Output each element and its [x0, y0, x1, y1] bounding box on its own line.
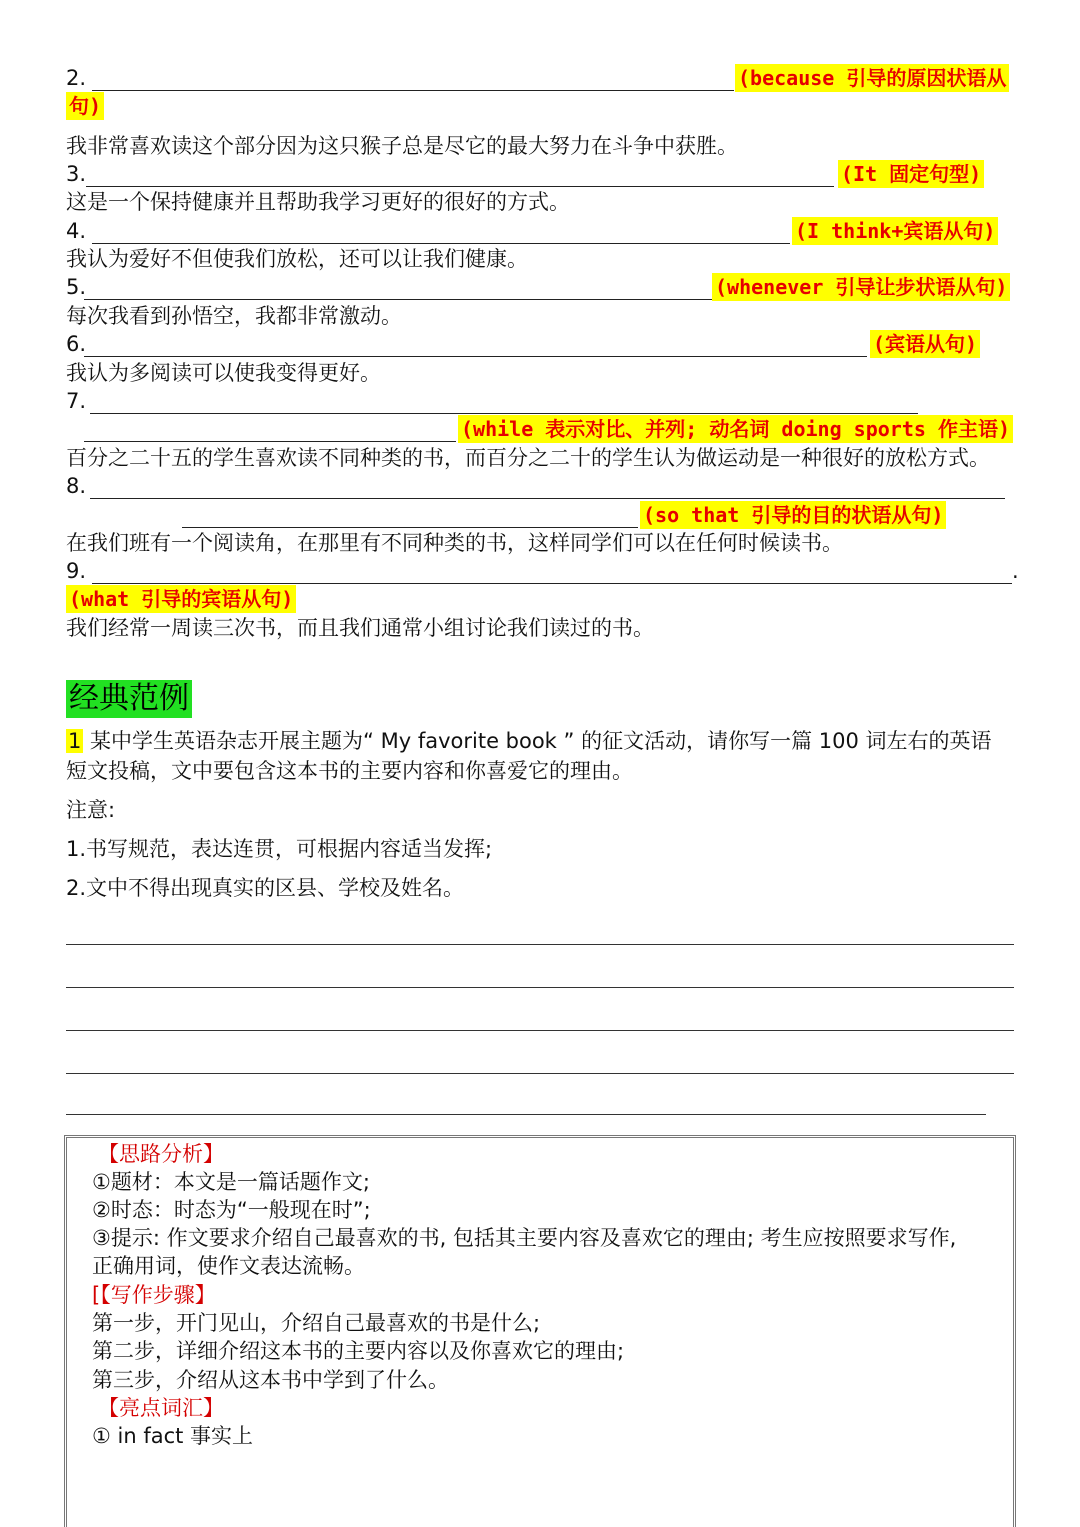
analysis-heading: 【思路分析】 [98, 1142, 224, 1166]
exercise-3-hint: (It 固定句型) [838, 160, 984, 188]
exercise-9-period: . [1012, 559, 1019, 583]
note-2: 2.文中不得出现真实的区县、学校及姓名。 [66, 876, 465, 900]
exercise-8-number: 8. [66, 474, 87, 498]
exercise-2-hint: (because 引导的原因状语从 [735, 64, 1009, 92]
writing-line[interactable] [66, 1030, 1014, 1031]
question-number: 1 [68, 729, 82, 753]
writing-prompt [66, 726, 1016, 756]
vocab-1: ① in fact 事实上 [92, 1424, 254, 1448]
vocab-heading: 【亮点词汇】 [98, 1396, 224, 1420]
exercise-7-number: 7. [66, 389, 87, 413]
exercise-6-hint: (宾语从句) [870, 330, 980, 358]
exercise-4-answer-line[interactable] [92, 243, 790, 244]
exercise-8-answer-line-2[interactable] [182, 527, 638, 528]
exercise-6-chinese: 我认为多阅读可以使我变得更好。 [66, 361, 381, 385]
prompt-line-2: 短文投稿，文中要包含这本书的主要内容和你喜爱它的理由。 [66, 759, 633, 783]
exercise-7-answer-line-2[interactable] [84, 441, 456, 442]
exercise-8-answer-line-1[interactable] [90, 498, 1005, 499]
exercise-4-hint: (I think+宾语从句) [792, 217, 998, 245]
analysis-line-2: ②时态：时态为“一般现在时”; [92, 1198, 371, 1222]
exercise-3-chinese: 这是一个保持健康并且帮助我学习更好的很好的方式。 [66, 190, 570, 214]
analysis-line-4: 正确用词，使作文表达流畅。 [92, 1254, 365, 1278]
section-title: 经典范例 [66, 680, 192, 718]
exercise-7-answer-line-1[interactable] [90, 413, 918, 414]
exercise-3-number: 3. [66, 162, 87, 186]
exercise-2-hint-cont: 句) [66, 92, 104, 120]
exercise-9-answer-line[interactable] [92, 583, 1012, 584]
exercise-5-number: 5. [66, 275, 87, 299]
writing-line[interactable] [66, 987, 1014, 988]
exercise-7-hint: (while 表示对比、并列; 动名词 doing sports 作主语) [458, 415, 1013, 443]
writing-line[interactable] [66, 1073, 1014, 1074]
steps-heading: [【写作步骤】 [92, 1283, 216, 1307]
exercise-6-number: 6. [66, 332, 87, 356]
exercise-5-hint: (whenever 引导让步状语从句) [712, 273, 1010, 301]
exercise-5-chinese: 每次我看到孙悟空，我都非常激动。 [66, 304, 402, 328]
step-2: 第二步，详细介绍这本书的主要内容以及你喜欢它的理由; [92, 1339, 625, 1363]
exercise-2-number: 2. [66, 66, 87, 90]
exercise-8-hint: (so that 引导的目的状语从句) [640, 501, 946, 529]
exercise-9-number: 9. [66, 559, 87, 583]
analysis-line-1: ①题材：本文是一篇话题作文; [92, 1170, 370, 1194]
exercise-2-chinese: 我非常喜欢读这个部分因为这只猴子总是尽它的最大努力在斗争中获胜。 [66, 134, 738, 158]
step-3: 第三步，介绍从这本书中学到了什么。 [92, 1368, 449, 1392]
exercise-9-chinese: 我们经常一周读三次书，而且我们通常小组讨论我们读过的书。 [66, 616, 654, 640]
exercise-8-chinese: 在我们班有一个阅读角，在那里有不同种类的书，这样同学们可以在任何时候读书。 [66, 531, 843, 555]
exercise-6-answer-line[interactable] [84, 356, 867, 357]
writing-line[interactable] [66, 944, 1014, 945]
analysis-line-3: ③提示: 作文要求介绍自己最喜欢的书, 包括其主要内容及喜欢它的理由; 考生应按照要求写作, [92, 1226, 957, 1250]
writing-line[interactable] [66, 1114, 986, 1115]
exercise-5-answer-line[interactable] [84, 299, 712, 300]
exercise-3-answer-line[interactable] [86, 186, 834, 187]
prompt-line-1: 某中学生英语杂志开展主题为“ My favorite book ” 的征文活动，请你写一篇 100 词左右的英语 [83, 729, 992, 753]
exercise-7-chinese: 百分之二十五的学生喜欢读不同种类的书，而百分之二十的学生认为做运动是一种很好的放松方式。 [66, 446, 990, 470]
exercise-2-answer-line[interactable] [92, 90, 734, 91]
note-label: 注意: [66, 798, 116, 822]
exercise-9-hint: (what 引导的宾语从句) [66, 585, 296, 613]
exercise-4-chinese: 我认为爱好不但使我们放松，还可以让我们健康。 [66, 247, 528, 271]
step-1: 第一步，开门见山，介绍自己最喜欢的书是什么; [92, 1311, 541, 1335]
note-1: 1.书写规范，表达连贯，可根据内容适当发挥; [66, 837, 493, 861]
exercise-4-number: 4. [66, 219, 87, 243]
